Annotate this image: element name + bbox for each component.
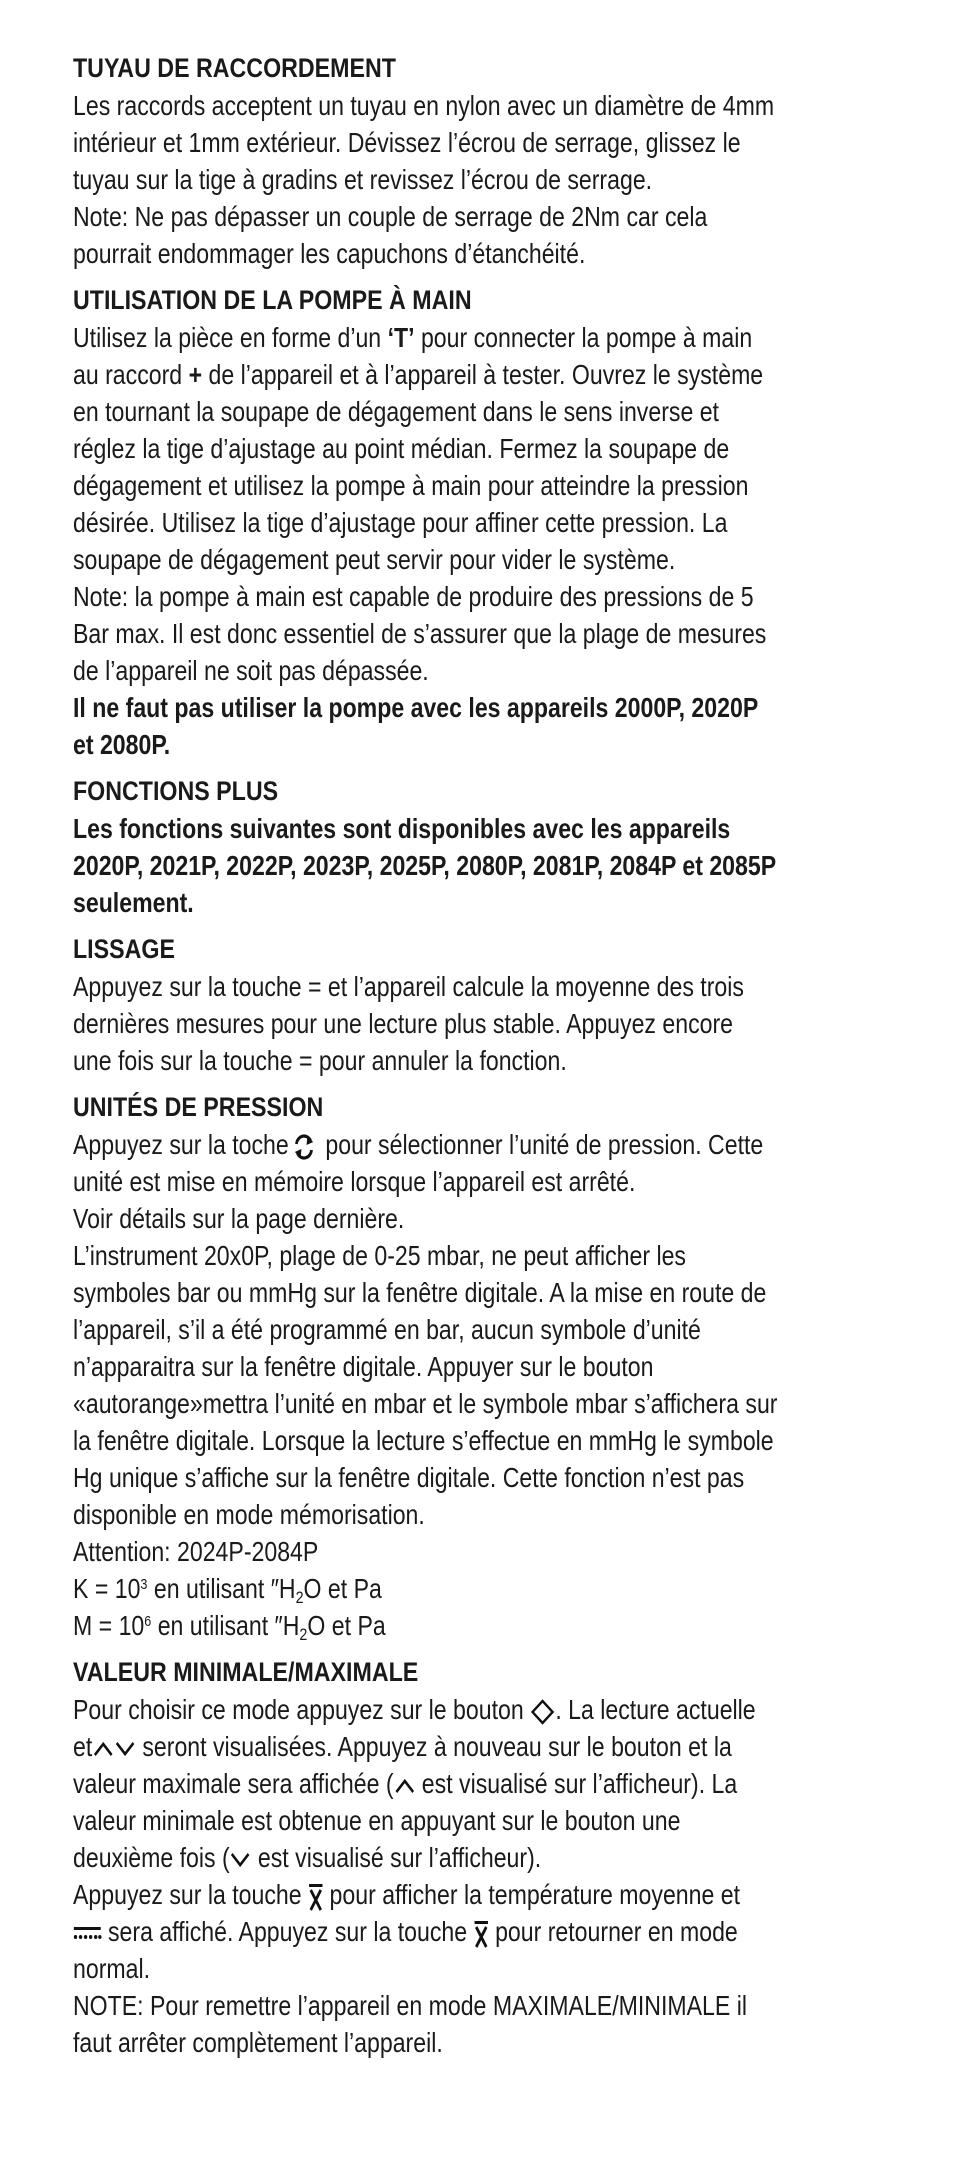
text-line: Note: la pompe à main est capable de produire des pressions de 5 xyxy=(73,581,754,612)
text-line: en tournant la soupape de dégagement dans le sens inverse et xyxy=(73,396,719,427)
text-line: une fois sur la touche = pour annuler la fonction. xyxy=(73,1045,567,1076)
text-line: Les fonctions suivantes sont disponibles avec les appareils xyxy=(73,813,731,844)
text-line: dégagement et utilisez la pompe à main pour atteindre la pression xyxy=(73,470,749,501)
chevron-up-icon xyxy=(92,1739,114,1759)
subscript: 2 xyxy=(295,1588,304,1607)
text-line: réglez la tige d’ajustage au point médian. Fermez la soupape de xyxy=(73,433,730,464)
text-line: intérieur et 1mm extérieur. Dévissez l’écrou de serrage, glissez le xyxy=(73,127,741,158)
text-line xyxy=(73,1691,770,1728)
text-line xyxy=(73,1839,770,1876)
section-title: UTILISATION DE LA POMPE À MAIN xyxy=(73,285,472,315)
section-title: FONCTIONS PLUS xyxy=(73,776,279,806)
section-pompe xyxy=(73,282,903,763)
text-span: pour connecter la pompe à main xyxy=(414,322,753,353)
text-span: K = 10 xyxy=(73,1573,141,1604)
text-line: soupape de dégagement peut servir pour vider le système. xyxy=(73,544,676,575)
text-line: Attention: 2024P-2084P xyxy=(73,1536,319,1567)
text-span: Appuyez sur la toche xyxy=(73,1129,289,1160)
text-line: symboles bar ou mmHg sur la fenêtre digitale. A la mise en route de xyxy=(73,1277,767,1308)
text-line: tuyau sur la tige à gradins et revissez l’écrou de serrage. xyxy=(73,164,653,195)
text-line: désirée. Utilisez la tige d’ajustage pour affiner cette pression. La xyxy=(73,507,728,538)
text-line: Voir détails sur la page dernière. xyxy=(73,1203,405,1234)
cycle-arrows-icon xyxy=(289,1133,319,1161)
superscript: 6 xyxy=(144,1613,152,1630)
chevron-down-icon xyxy=(114,1739,136,1759)
text-span: est visualisé sur l’afficheur). xyxy=(251,1842,542,1873)
text-span: Appuyez sur la touche xyxy=(73,1879,309,1910)
text-line xyxy=(73,1765,770,1802)
section-min-max xyxy=(73,1654,903,2061)
text-line: «autorange»mettra l’unité en mbar et le symbole mbar s’affichera sur xyxy=(73,1388,778,1419)
text-line xyxy=(73,1728,770,1765)
text-bold: + xyxy=(188,359,203,390)
section-title: TUYAU DE RACCORDEMENT xyxy=(73,53,396,83)
text-line xyxy=(73,1913,770,1950)
section-fonctions-plus xyxy=(73,773,903,921)
text-span: O et Pa xyxy=(303,1573,382,1604)
text-line: dernières mesures pour une lecture plus stable. Appuyez encore xyxy=(73,1008,734,1039)
superscript: 3 xyxy=(140,1576,148,1593)
text-span: au raccord xyxy=(73,359,189,390)
text-line: 2020P, 2021P, 2022P, 2023P, 2025P, 2080P, 2081P, 2084P et 2085P xyxy=(73,850,777,881)
section-title: UNITÉS DE PRESSION xyxy=(73,1092,324,1122)
text-line xyxy=(73,1876,770,1913)
text-span: . La lecture actuelle xyxy=(555,1694,756,1725)
text-line xyxy=(73,1607,770,1644)
text-span: Pour choisir ce mode appuyez sur le bouton xyxy=(73,1694,531,1725)
manual-page xyxy=(73,50,903,2071)
text-line: faut arrêter complètement l’appareil. xyxy=(73,2027,443,2058)
text-line: valeur minimale est obtenue en appuyant sur le bouton une xyxy=(73,1805,681,1836)
text-line: Hg unique s’affiche sur la fenêtre digitale. Cette fonction n’est pas xyxy=(73,1462,745,1493)
text-span: seront visualisées. Appuyez à nouveau sur le bouton et la xyxy=(135,1731,732,1762)
warning-line: Il ne faut pas utiliser la pompe avec les appareils 2000P, 2020P xyxy=(73,692,759,723)
section-title: LISSAGE xyxy=(73,934,175,964)
text-span: en utilisant ″H xyxy=(147,1573,296,1604)
text-span: sera affiché. Appuyez sur la touche xyxy=(101,1916,474,1947)
text-line: la fenêtre digitale. Lorsque la lecture s’effectue en mmHg le symbole xyxy=(73,1425,774,1456)
diamond-icon xyxy=(530,1698,555,1726)
text-line: Bar max. Il est donc essentiel de s’assurer que la plage de mesures xyxy=(73,618,767,649)
section-unites xyxy=(73,1089,903,1644)
text-line xyxy=(73,319,770,356)
average-x-bar-icon xyxy=(474,1919,489,1949)
section-lissage xyxy=(73,931,903,1079)
average-dotted-bar-icon xyxy=(73,1924,102,1944)
text-span: en utilisant ″H xyxy=(151,1610,300,1641)
text-span: Utilisez la pièce en forme d’un xyxy=(73,322,388,353)
text-line xyxy=(73,1126,770,1163)
chevron-up-icon xyxy=(394,1776,416,1796)
text-span: pour afficher la température moyenne et xyxy=(323,1879,741,1910)
text-line: Les raccords acceptent un tuyau en nylon avec un diamètre de 4mm xyxy=(73,90,775,121)
text-line: Appuyez sur la touche = et l’appareil calcule la moyenne des trois xyxy=(73,971,744,1002)
text-span: de l’appareil et à l’appareil à tester. Ouvrez le système xyxy=(202,359,764,390)
text-bold: ‘T’ xyxy=(387,322,415,353)
text-span: deuxième fois ( xyxy=(73,1842,230,1873)
text-line: normal. xyxy=(73,1953,151,1984)
average-x-bar-icon xyxy=(308,1882,323,1912)
text-line: pourrait endommager les capuchons d’étanchéité. xyxy=(73,238,586,269)
text-line: Note: Ne pas dépasser un couple de serrage de 2Nm car cela xyxy=(73,201,708,232)
section-title: VALEUR MINIMALE/MAXIMALE xyxy=(73,1657,419,1687)
text-span: valeur maximale sera affichée ( xyxy=(73,1768,394,1799)
text-line xyxy=(73,356,770,393)
text-line: seulement. xyxy=(73,887,194,918)
text-span: pour sélectionner l’unité de pression. Cette xyxy=(318,1129,764,1160)
section-tuyau xyxy=(73,50,903,272)
text-span: est visualisé sur l’afficheur). La xyxy=(415,1768,738,1799)
text-span: et xyxy=(73,1731,93,1762)
subscript: 2 xyxy=(299,1625,308,1644)
text-line: disponible en mode mémorisation. xyxy=(73,1499,425,1530)
text-line xyxy=(73,1570,770,1607)
text-line: de l’appareil ne soit pas dépassée. xyxy=(73,655,429,686)
text-line: unité est mise en mémoire lorsque l’appareil est arrêté. xyxy=(73,1166,636,1197)
text-span: O et Pa xyxy=(307,1610,386,1641)
text-span: M = 10 xyxy=(73,1610,145,1641)
text-span: pour retourner en mode xyxy=(488,1916,738,1947)
text-line: n’apparaitra sur la fenêtre digitale. Appuyer sur le bouton xyxy=(73,1351,654,1382)
text-line: l’appareil, s’il a été programmé en bar, aucun symbole d’unité xyxy=(73,1314,701,1345)
warning-line: et 2080P. xyxy=(73,729,171,760)
text-line: L’instrument 20x0P, plage de 0-25 mbar, ne peut afficher les xyxy=(73,1240,686,1271)
text-line: NOTE: Pour remettre l’appareil en mode MAXIMALE/MINIMALE il xyxy=(73,1990,747,2021)
chevron-down-icon xyxy=(230,1850,252,1870)
